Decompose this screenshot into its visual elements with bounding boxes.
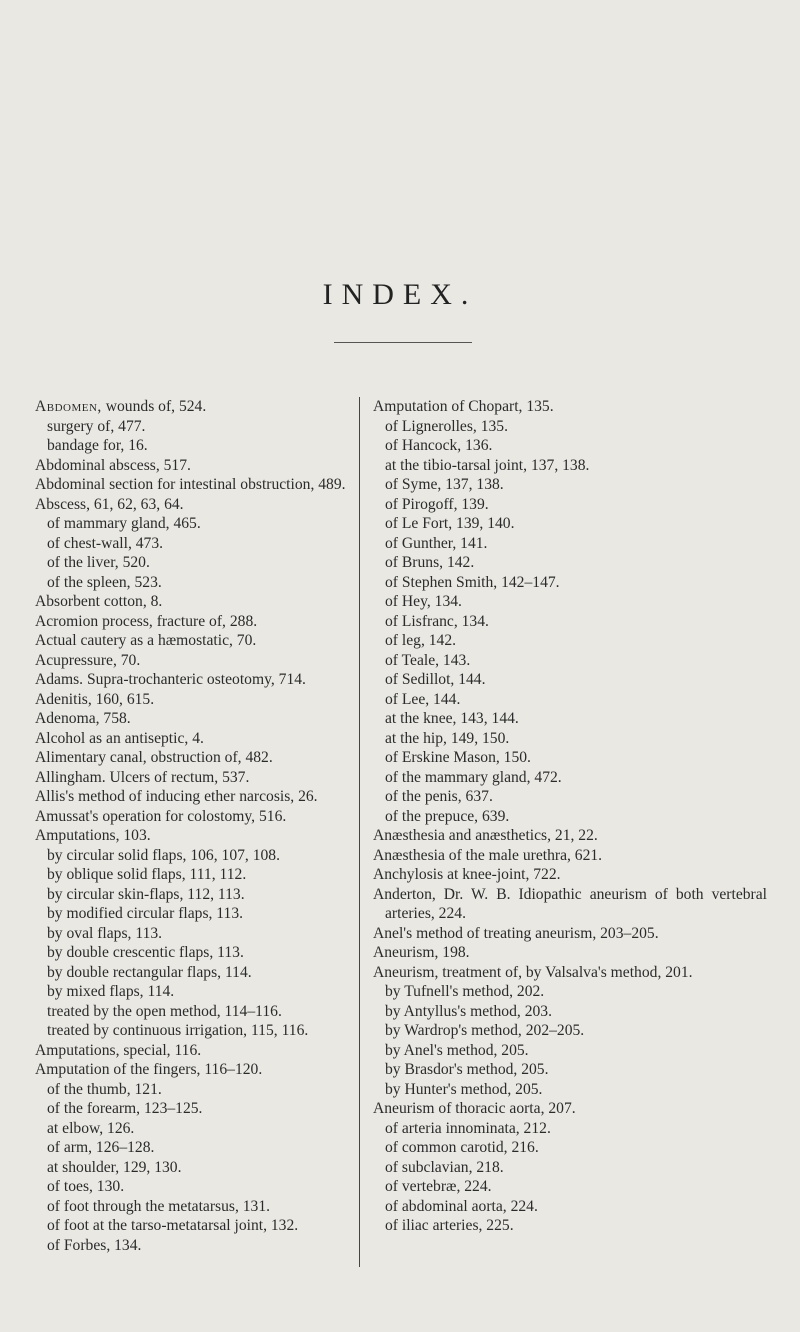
entry-text: by circular solid flaps, 106, 107, 108. <box>47 846 281 864</box>
index-column-right <box>373 397 767 1236</box>
entry-text: of Hancock, 136. <box>385 437 493 454</box>
index-entry <box>35 768 360 788</box>
index-entry <box>373 1060 767 1080</box>
entry-text: by double rectangular flaps, 114. <box>47 963 252 981</box>
index-entry <box>35 436 360 456</box>
index-entry <box>35 748 360 768</box>
title-rule <box>334 342 472 343</box>
entry-lead-word: Abdomen, <box>35 398 102 415</box>
entry-text: Abdominal section for intestinal obstruction, 489. <box>35 476 346 493</box>
index-entry <box>373 397 767 417</box>
entry-text: of common carotid, 216. <box>385 1139 539 1156</box>
entry-text: of Gunther, 141. <box>385 534 488 552</box>
entry-text: by Tufnell's method, 202. <box>385 983 545 1000</box>
page-title: INDEX. <box>322 278 478 311</box>
index-entry <box>35 1138 360 1158</box>
entry-text: by Wardrop's method, 202–205. <box>385 1022 585 1039</box>
entry-text: at the knee, 143, 144. <box>385 710 519 727</box>
entry-text: of Le Fort, 139, 140. <box>385 515 515 532</box>
index-entry <box>373 1002 767 1022</box>
entry-text: of the prepuce, 639. <box>385 807 510 825</box>
entry-text: of Syme, 137, 138. <box>385 476 504 493</box>
entry-text: of mammary gland, 465. <box>47 515 201 532</box>
index-entry <box>35 1119 360 1139</box>
index-entry <box>35 943 360 963</box>
entry-text: of the spleen, 523. <box>47 573 162 591</box>
index-entry <box>35 495 360 515</box>
entry-text: Aneurism of thoracic aorta, 207. <box>373 1100 576 1117</box>
index-entry <box>373 924 767 944</box>
entry-text: Anchylosis at knee-joint, 722. <box>373 866 561 883</box>
index-entry <box>373 846 767 866</box>
index-entry <box>35 651 360 671</box>
index-entry <box>373 456 767 476</box>
entry-text: of Lignerolles, 135. <box>385 417 508 435</box>
entry-text: Amputations, special, 116. <box>35 1041 202 1059</box>
index-entry <box>373 1177 767 1197</box>
index-entry <box>373 768 767 788</box>
index-entry <box>35 690 360 710</box>
index-entry <box>373 690 767 710</box>
index-entry <box>373 514 767 534</box>
index-entry <box>35 612 360 632</box>
index-entry <box>373 826 767 846</box>
entry-text: of Bruns, 142. <box>385 554 475 571</box>
entry-text: of Sedillot, 144. <box>385 671 486 688</box>
index-entry <box>373 1021 767 1041</box>
entry-text: Aneurism, treatment of, by Valsalva's method, 201. <box>373 963 693 981</box>
index-entry <box>373 1138 767 1158</box>
entry-text: at the tibio-tarsal joint, 137, 138. <box>385 456 590 474</box>
entry-text: Abscess, 61, 62, 63, 64. <box>35 495 184 513</box>
entry-text: at the hip, 149, 150. <box>385 729 510 747</box>
index-entry <box>373 885 767 924</box>
index-entry <box>35 729 360 749</box>
index-entry <box>373 729 767 749</box>
entry-text: Actual cautery as a hæmostatic, 70. <box>35 632 257 649</box>
index-entry <box>35 963 360 983</box>
entry-text: Anæsthesia and anæsthetics, 21, 22. <box>373 827 598 844</box>
entry-text: of chest-wall, 473. <box>47 534 164 552</box>
entry-text: by Brasdor's method, 205. <box>385 1061 549 1078</box>
entry-text: of Teale, 143. <box>385 651 471 669</box>
entry-text: Adenitis, 160, 615. <box>35 690 155 708</box>
index-entry <box>35 514 360 534</box>
index-entry <box>373 807 767 827</box>
index-entry <box>35 631 360 651</box>
index-entry <box>35 534 360 554</box>
index-entry <box>35 885 360 905</box>
index-entry <box>35 865 360 885</box>
entry-text: Adams. Supra-trochanteric osteotomy, 714. <box>35 671 306 688</box>
entry-text: of the thumb, 121. <box>47 1080 162 1098</box>
index-entry <box>35 417 360 437</box>
index-entry <box>373 612 767 632</box>
entry-text: of the mammary gland, 472. <box>385 768 562 786</box>
index-entry <box>373 651 767 671</box>
entry-text: of Stephen Smith, 142–147. <box>385 573 560 591</box>
index-entry <box>373 787 767 807</box>
index-entry <box>373 592 767 612</box>
index-entry <box>35 573 360 593</box>
index-entry <box>35 592 360 612</box>
index-entry <box>373 1158 767 1178</box>
index-entry <box>35 1158 360 1178</box>
index-entry <box>35 1236 360 1256</box>
entry-text: of Hey, 134. <box>385 593 462 610</box>
entry-text: Abdominal abscess, 517. <box>35 456 191 474</box>
index-entry <box>373 631 767 651</box>
index-entry <box>35 846 360 866</box>
entry-text: Amputation of Chopart, 135. <box>373 398 554 415</box>
index-entry <box>373 709 767 729</box>
index-entry <box>35 787 360 807</box>
entry-text: surgery of, 477. <box>47 417 146 435</box>
index-column-left <box>35 397 360 1255</box>
entry-text: of the liver, 520. <box>47 554 150 571</box>
entry-text: by Hunter's method, 205. <box>385 1080 543 1098</box>
index-entry <box>35 982 360 1002</box>
entry-text: by oblique solid flaps, 111, 112. <box>47 866 247 883</box>
entry-text: Anæsthesia of the male urethra, 621. <box>373 846 603 864</box>
entry-text: at shoulder, 129, 130. <box>47 1158 182 1176</box>
index-entry <box>35 456 360 476</box>
entry-text: by Anel's method, 205. <box>385 1041 529 1059</box>
entry-text: Alcohol as an antiseptic, 4. <box>35 729 204 747</box>
index-entry <box>35 1080 360 1100</box>
entry-text: treated by the open method, 114–116. <box>47 1002 282 1020</box>
entry-text: wounds of, 524. <box>101 398 207 415</box>
entry-text: of the penis, 637. <box>385 788 493 805</box>
entry-text: of iliac arteries, 225. <box>385 1217 514 1234</box>
index-entry <box>373 748 767 768</box>
entry-text: of subclavian, 218. <box>385 1158 504 1176</box>
index-entry <box>373 573 767 593</box>
entry-text: of toes, 130. <box>47 1178 125 1195</box>
entry-text: Absorbent cotton, 8. <box>35 593 163 610</box>
entry-text: of foot at the tarso-metatarsal joint, 132. <box>47 1217 299 1234</box>
entry-text: by oval flaps, 113. <box>47 924 163 942</box>
entry-text: Amputations, 103. <box>35 827 151 844</box>
entry-text: of Pirogoff, 139. <box>385 495 489 513</box>
index-entry <box>35 1177 360 1197</box>
entry-text: Anel's method of treating aneurism, 203–205. <box>373 924 659 942</box>
entry-text: of arteria innominata, 212. <box>385 1119 551 1137</box>
entry-text: Amputation of the fingers, 116–120. <box>35 1061 263 1078</box>
entry-text: Alimentary canal, obstruction of, 482. <box>35 749 273 766</box>
index-entry <box>35 924 360 944</box>
index-entry <box>35 1002 360 1022</box>
index-entry <box>373 670 767 690</box>
entry-text: treated by continuous irrigation, 115, 116. <box>47 1022 309 1039</box>
entry-text: by mixed flaps, 114. <box>47 983 175 1000</box>
index-entry <box>35 1216 360 1236</box>
index-entry <box>35 553 360 573</box>
entry-text: Acromion process, fracture of, 288. <box>35 612 258 630</box>
index-entry <box>373 534 767 554</box>
index-entry <box>35 826 360 846</box>
index-entry <box>35 475 360 495</box>
entry-text: of Lisfranc, 134. <box>385 612 489 630</box>
index-entry <box>35 1099 360 1119</box>
index-entry <box>35 1041 360 1061</box>
index-entry <box>373 1119 767 1139</box>
index-entry <box>373 1080 767 1100</box>
entry-text: Allis's method of inducing ether narcosis, 26. <box>35 788 318 805</box>
index-entry <box>373 495 767 515</box>
index-entry <box>373 553 767 573</box>
index-entry <box>35 904 360 924</box>
entry-text: Aneurism, 198. <box>373 944 470 961</box>
entry-text: by Antyllus's method, 203. <box>385 1002 552 1020</box>
index-entry <box>373 865 767 885</box>
index-entry <box>373 1099 767 1119</box>
entry-text: Anderton, Dr. W. B. Idiopathic aneurism of both vertebral arteries, 224. <box>373 885 767 922</box>
index-entry <box>35 1021 360 1041</box>
entry-text: at elbow, 126. <box>47 1119 135 1137</box>
entry-text: Adenoma, 758. <box>35 710 131 727</box>
entry-text: by circular skin-flaps, 112, 113. <box>47 885 245 903</box>
entry-text: of Erskine Mason, 150. <box>385 749 531 766</box>
index-entry <box>35 709 360 729</box>
entry-text: of the forearm, 123–125. <box>47 1100 203 1117</box>
entry-text: of foot through the metatarsus, 131. <box>47 1197 271 1215</box>
index-entry <box>35 397 360 417</box>
index-entry <box>35 1060 360 1080</box>
index-entry <box>373 1041 767 1061</box>
entry-text: of Forbes, 134. <box>47 1236 142 1254</box>
entry-text: of Lee, 144. <box>385 690 461 708</box>
index-entry <box>373 417 767 437</box>
index-entry <box>373 1216 767 1236</box>
entry-text: Acupressure, 70. <box>35 651 141 669</box>
index-entry <box>373 963 767 983</box>
index-entry <box>373 475 767 495</box>
index-entry <box>35 1197 360 1217</box>
entry-text: bandage for, 16. <box>47 437 148 454</box>
entry-text: Amussat's operation for colostomy, 516. <box>35 807 287 825</box>
index-entry <box>373 436 767 456</box>
entry-text: of vertebræ, 224. <box>385 1178 492 1195</box>
entry-text: Allingham. Ulcers of rectum, 537. <box>35 768 250 786</box>
index-entry <box>373 982 767 1002</box>
index-entry <box>35 670 360 690</box>
entry-text: by double crescentic flaps, 113. <box>47 944 244 961</box>
entry-text: by modified circular flaps, 113. <box>47 905 244 922</box>
entry-text: of leg, 142. <box>385 632 457 649</box>
index-entry <box>35 807 360 827</box>
index-entry <box>373 1197 767 1217</box>
entry-text: of arm, 126–128. <box>47 1139 155 1156</box>
column-divider <box>359 397 360 1267</box>
index-entry <box>373 943 767 963</box>
entry-text: of abdominal aorta, 224. <box>385 1197 538 1215</box>
